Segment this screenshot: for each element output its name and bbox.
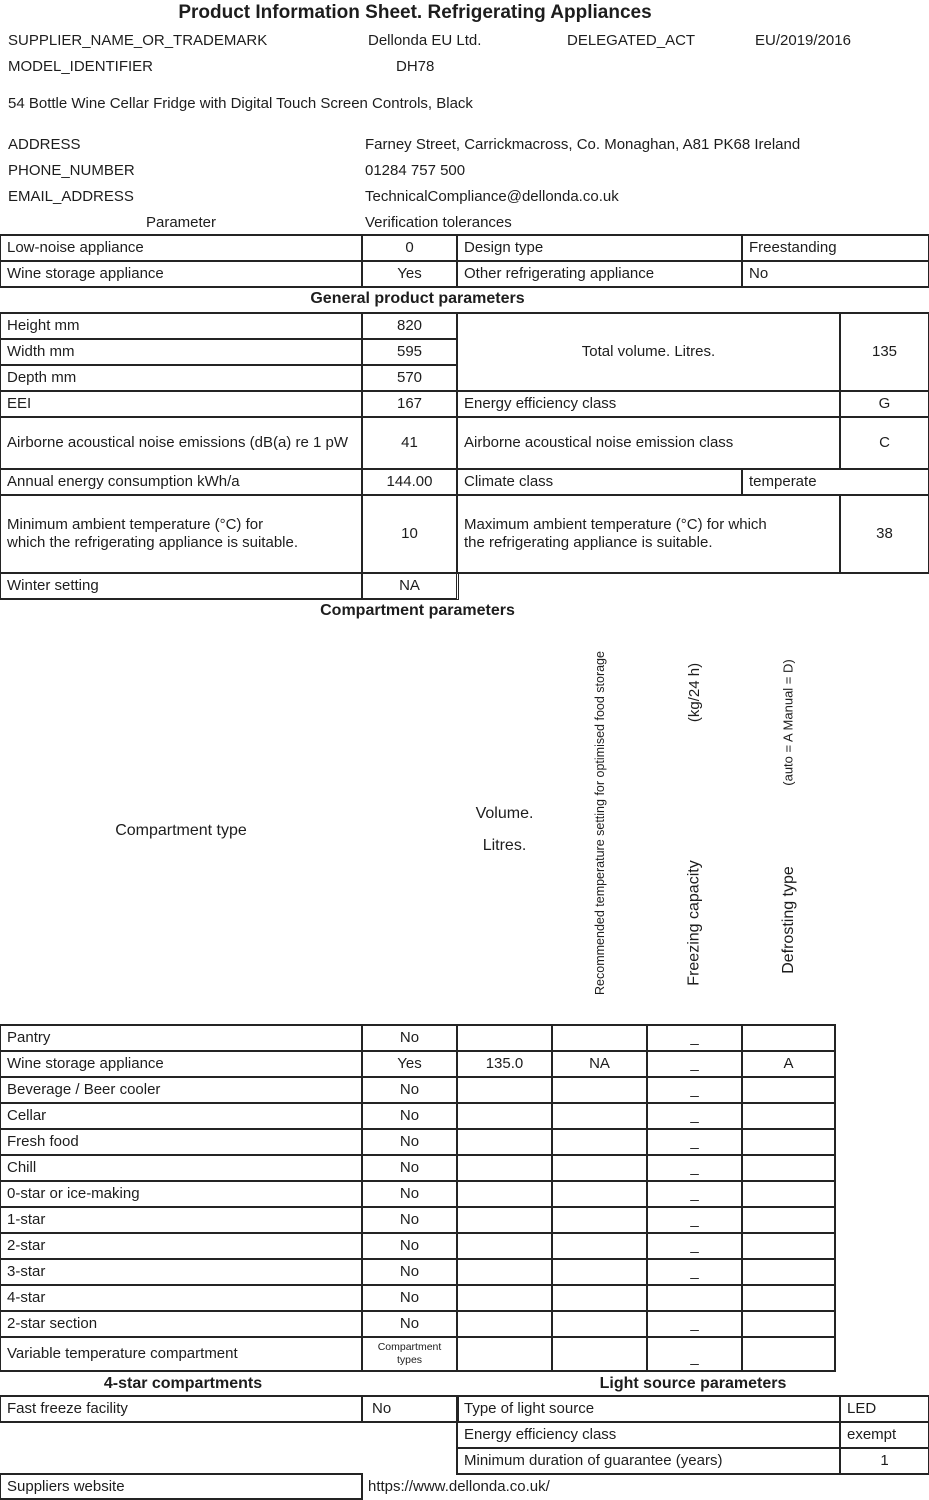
phone-value: 01284 757 500: [365, 162, 466, 179]
light-source-heading: Light source parameters: [599, 1375, 787, 1392]
total-volume-value-cell: 135: [840, 313, 929, 391]
page-title: Product Information Sheet. Refrigerating Appliances: [178, 2, 652, 23]
parameter-column-label: Parameter: [145, 214, 217, 231]
width-value-cell: 595: [362, 339, 457, 365]
compartment-defrost-cell: [742, 1337, 835, 1371]
compartment-type-cell: Variable temperature compartment: [0, 1337, 362, 1371]
design-type-value-cell: Freestanding: [742, 235, 929, 261]
noise-label-cell: Airborne acoustical noise emissions (dB(a) re 1 pW: [0, 417, 362, 469]
general-parameters-heading: General product parameters: [310, 290, 525, 307]
compartment-present-cell: No: [362, 1129, 457, 1155]
volume-header-line1: Volume.: [475, 805, 534, 822]
volume-header: [457, 797, 552, 863]
compartment-defrost-cell: [742, 1259, 835, 1285]
light-type-value-cell: LED: [840, 1396, 929, 1422]
compartment-type-cell: 3-star: [0, 1259, 362, 1285]
compartment-volume-cell: [457, 1233, 552, 1259]
compartment-type-cell: Fresh food: [0, 1129, 362, 1155]
defrosting-type-unit-header: (auto = A Manual = D): [781, 659, 796, 786]
fast-freeze-label-cell: Fast freeze facility: [0, 1396, 362, 1422]
guarantee-value-cell: 1: [840, 1448, 929, 1474]
compartment-type-cell: 0-star or ice-making: [0, 1181, 362, 1207]
four-star-heading: 4-star compartments: [103, 1375, 263, 1392]
compartment-volume-cell: [457, 1103, 552, 1129]
compartment-temp-cell: [552, 1103, 647, 1129]
compartment-volume-cell: [457, 1181, 552, 1207]
compartment-freeze-cell: [647, 1285, 742, 1311]
compartment-defrost-cell: [742, 1077, 835, 1103]
height-value-cell: 820: [362, 313, 457, 339]
compartment-freeze-cell: _: [647, 1103, 742, 1129]
total-volume-label-cell: Total volume. Litres.: [457, 313, 840, 391]
eei-value-cell: 167: [362, 391, 457, 417]
compartment-present-cell: Yes: [362, 1051, 457, 1077]
other-refrigerating-value-cell: No: [742, 261, 929, 287]
compartment-volume-cell: [457, 1129, 552, 1155]
compartment-volume-cell: [457, 1155, 552, 1181]
min-temp-label-cell: Minimum ambient temperature (°C) for which the refrigerating appliance is suitable.: [0, 495, 362, 573]
compartment-type-cell: 1-star: [0, 1207, 362, 1233]
compartment-freeze-cell: _: [647, 1051, 742, 1077]
max-temp-value-cell: 38: [840, 495, 929, 573]
compartment-volume-cell: [457, 1311, 552, 1337]
phone-label: PHONE_NUMBER: [8, 162, 135, 179]
low-noise-label-cell: Low-noise appliance: [0, 235, 362, 261]
compartment-present-cell: No: [362, 1077, 457, 1103]
compartment-defrost-cell: A: [742, 1051, 835, 1077]
compartment-freeze-cell: _: [647, 1337, 742, 1371]
compartment-freeze-cell: _: [647, 1129, 742, 1155]
height-label-cell: Height mm: [0, 313, 362, 339]
wine-storage-value-cell: Yes: [362, 261, 457, 287]
verification-tolerances-label: Verification tolerances: [365, 214, 512, 231]
compartment-volume-cell: [457, 1025, 552, 1051]
compartment-present-cell: Compartment types: [362, 1337, 457, 1371]
climate-class-label-cell: Climate class: [457, 469, 742, 495]
freezing-capacity-unit-header: (kg/24 h): [685, 662, 703, 723]
compartment-defrost-cell: [742, 1233, 835, 1259]
compartment-freeze-cell: _: [647, 1259, 742, 1285]
compartment-type-cell: Pantry: [0, 1025, 362, 1051]
address-value: Farney Street, Carrickmacross, Co. Monaghan, A81 PK68 Ireland: [365, 136, 801, 153]
website-url-link[interactable]: https://www.dellonda.co.uk/: [368, 1478, 550, 1495]
noise-class-label-cell: Airborne acoustical noise emission class: [457, 417, 840, 469]
depth-label-cell: Depth mm: [0, 365, 362, 391]
compartment-temp-cell: [552, 1077, 647, 1103]
compartment-present-cell: No: [362, 1155, 457, 1181]
compartment-freeze-cell: _: [647, 1207, 742, 1233]
wine-storage-label-cell: Wine storage appliance: [0, 261, 362, 287]
compartment-defrost-cell: [742, 1155, 835, 1181]
compartment-temp-cell: [552, 1129, 647, 1155]
light-energy-class-value-cell: exempt: [840, 1422, 929, 1448]
compartment-present-cell: No: [362, 1103, 457, 1129]
compartment-present-cell: No: [362, 1207, 457, 1233]
compartment-defrost-cell: [742, 1129, 835, 1155]
delegated-act-value: EU/2019/2016: [755, 32, 851, 49]
compartment-type-cell: Wine storage appliance: [0, 1051, 362, 1077]
depth-value-cell: 570: [362, 365, 457, 391]
compartment-freeze-cell: _: [647, 1077, 742, 1103]
compartment-temp-cell: [552, 1025, 647, 1051]
light-type-label-cell: Type of light source: [457, 1396, 840, 1422]
compartment-present-cell: No: [362, 1233, 457, 1259]
defrosting-type-header: Defrosting type: [779, 866, 797, 974]
energy-class-label-cell: Energy efficiency class: [457, 391, 840, 417]
compartment-volume-cell: [457, 1259, 552, 1285]
compartment-type-cell: 2-star section: [0, 1311, 362, 1337]
low-noise-value-cell: 0: [362, 235, 457, 261]
fast-freeze-value-cell: No: [362, 1396, 457, 1422]
other-refrigerating-label-cell: Other refrigerating appliance: [457, 261, 742, 287]
compartment-defrost-cell: [742, 1285, 835, 1311]
compartment-type-cell: 2-star: [0, 1233, 362, 1259]
consumption-label-cell: Annual energy consumption kWh/a: [0, 469, 362, 495]
compartment-volume-cell: [457, 1207, 552, 1233]
compartment-type-cell: Chill: [0, 1155, 362, 1181]
compartment-temp-cell: [552, 1259, 647, 1285]
climate-class-value-cell: temperate: [742, 469, 929, 495]
supplier-value: Dellonda EU Ltd.: [368, 32, 482, 49]
email-label: EMAIL_ADDRESS: [8, 188, 134, 205]
compartment-parameters-heading: Compartment parameters: [320, 602, 515, 619]
compartment-present-cell: No: [362, 1311, 457, 1337]
compartment-type-cell: 4-star: [0, 1285, 362, 1311]
compartment-defrost-cell: [742, 1025, 835, 1051]
product-description: 54 Bottle Wine Cellar Fridge with Digital Touch Screen Controls, Black: [8, 95, 473, 112]
model-value: DH78: [396, 58, 435, 75]
freezing-capacity-header: Freezing capacity: [685, 859, 703, 986]
compartment-temp-cell: [552, 1207, 647, 1233]
min-temp-value-cell: 10: [362, 495, 457, 573]
max-temp-label-cell: Maximum ambient temperature (°C) for which the refrigerating appliance is suitable.: [457, 495, 840, 573]
compartment-freeze-cell: _: [647, 1311, 742, 1337]
recommended-temp-header: Recommended temperature setting for optimised food storage: [592, 650, 607, 995]
compartment-volume-cell: [457, 1077, 552, 1103]
compartment-temp-cell: [552, 1181, 647, 1207]
compartment-volume-cell: 135.0: [457, 1051, 552, 1077]
email-value: TechnicalCompliance@dellonda.co.uk: [365, 188, 619, 205]
address-label: ADDRESS: [8, 136, 81, 153]
winter-setting-value-cell: NA: [362, 573, 457, 599]
winter-setting-label-cell: Winter setting: [0, 573, 362, 599]
compartment-present-cell: No: [362, 1025, 457, 1051]
compartment-present-cell: No: [362, 1181, 457, 1207]
compartment-present-cell: No: [362, 1259, 457, 1285]
compartment-freeze-cell: _: [647, 1155, 742, 1181]
compartment-temp-cell: [552, 1337, 647, 1371]
compartment-temp-cell: [552, 1285, 647, 1311]
compartment-type-cell: Cellar: [0, 1103, 362, 1129]
energy-class-value-cell: G: [840, 391, 929, 417]
compartment-temp-cell: [552, 1155, 647, 1181]
compartment-defrost-cell: [742, 1311, 835, 1337]
model-label: MODEL_IDENTIFIER: [8, 58, 154, 75]
noise-value-cell: 41: [362, 417, 457, 469]
compartment-defrost-cell: [742, 1103, 835, 1129]
compartment-freeze-cell: _: [647, 1025, 742, 1051]
supplier-label: SUPPLIER_NAME_OR_TRADEMARK: [8, 32, 268, 49]
light-energy-class-label-cell: Energy efficiency class: [457, 1422, 840, 1448]
compartment-volume-cell: [457, 1285, 552, 1311]
guarantee-label-cell: Minimum duration of guarantee (years): [457, 1448, 840, 1474]
compartment-defrost-cell: [742, 1181, 835, 1207]
noise-class-value-cell: C: [840, 417, 929, 469]
eei-label-cell: EEI: [0, 391, 362, 417]
compartment-temp-cell: NA: [552, 1051, 647, 1077]
compartment-defrost-cell: [742, 1207, 835, 1233]
volume-header-line2: Litres.: [482, 837, 527, 854]
compartment-temp-cell: [552, 1311, 647, 1337]
compartment-volume-cell: [457, 1337, 552, 1371]
compartment-freeze-cell: _: [647, 1233, 742, 1259]
compartment-present-cell: No: [362, 1285, 457, 1311]
consumption-value-cell: 144.00: [362, 469, 457, 495]
website-label-cell: Suppliers website: [0, 1474, 362, 1499]
compartment-freeze-cell: _: [647, 1181, 742, 1207]
delegated-act-label: DELEGATED_ACT: [567, 32, 696, 49]
compartment-type-cell: Beverage / Beer cooler: [0, 1077, 362, 1103]
compartment-type-header: Compartment type: [115, 822, 247, 839]
design-type-label-cell: Design type: [457, 235, 742, 261]
compartment-temp-cell: [552, 1233, 647, 1259]
width-label-cell: Width mm: [0, 339, 362, 365]
